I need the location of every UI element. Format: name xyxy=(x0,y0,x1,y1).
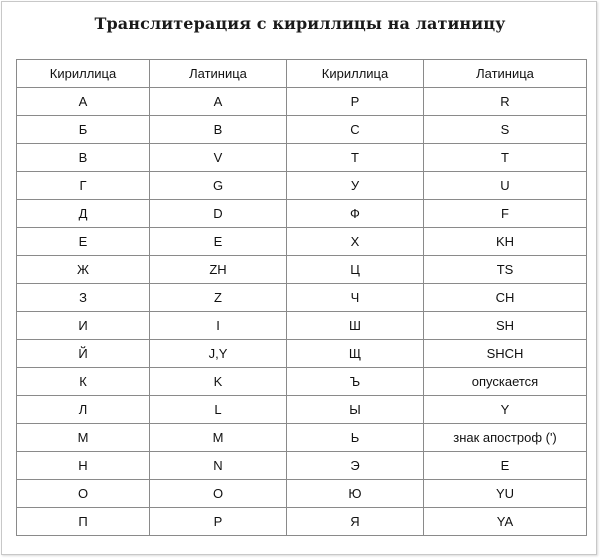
cyrillic-cell: Г xyxy=(17,172,150,200)
latin-cell: T xyxy=(424,144,587,172)
latin-cell: TS xyxy=(424,256,587,284)
latin-cell: N xyxy=(150,452,287,480)
latin-cell: YU xyxy=(424,480,587,508)
header-cyrillic-1: Кириллица xyxy=(17,60,150,88)
latin-cell: V xyxy=(150,144,287,172)
table-row xyxy=(17,284,587,312)
table-row xyxy=(17,172,587,200)
latin-cell: ZH xyxy=(150,256,287,284)
table-row xyxy=(17,200,587,228)
cyrillic-cell: Й xyxy=(17,340,150,368)
latin-cell: SH xyxy=(424,312,587,340)
cyrillic-cell: Э xyxy=(287,452,424,480)
cyrillic-cell: Х xyxy=(287,228,424,256)
latin-cell: F xyxy=(424,200,587,228)
latin-cell: L xyxy=(150,396,287,424)
cyrillic-cell: Ы xyxy=(287,396,424,424)
header-cyrillic-2: Кириллица xyxy=(287,60,424,88)
header-latin-2: Латиница xyxy=(424,60,587,88)
cyrillic-cell: Н xyxy=(17,452,150,480)
cyrillic-cell: У xyxy=(287,172,424,200)
latin-cell: A xyxy=(150,88,287,116)
table-row xyxy=(17,312,587,340)
latin-cell: O xyxy=(150,480,287,508)
cyrillic-cell: Т xyxy=(287,144,424,172)
cyrillic-cell: Д xyxy=(17,200,150,228)
latin-cell: Y xyxy=(424,396,587,424)
table-row xyxy=(17,480,587,508)
transliteration-table xyxy=(16,59,587,536)
cyrillic-cell: Ж xyxy=(17,256,150,284)
table-row xyxy=(17,424,587,452)
cyrillic-cell: П xyxy=(17,508,150,536)
table-row xyxy=(17,452,587,480)
latin-cell: J,Y xyxy=(150,340,287,368)
latin-cell: S xyxy=(424,116,587,144)
cyrillic-cell: И xyxy=(17,312,150,340)
page-title: Транслитерация с кириллицы на латиницу xyxy=(94,14,506,33)
table-row xyxy=(17,340,587,368)
latin-cell: SHCH xyxy=(424,340,587,368)
latin-cell: D xyxy=(150,200,287,228)
cyrillic-cell: К xyxy=(17,368,150,396)
latin-cell: M xyxy=(150,424,287,452)
cyrillic-cell: Ь xyxy=(287,424,424,452)
table-row xyxy=(17,256,587,284)
cyrillic-cell: М xyxy=(17,424,150,452)
cyrillic-cell: Ф xyxy=(287,200,424,228)
latin-cell: R xyxy=(424,88,587,116)
document-frame xyxy=(1,1,597,555)
latin-cell: KH xyxy=(424,228,587,256)
table-row xyxy=(17,144,587,172)
cyrillic-cell: Б xyxy=(17,116,150,144)
latin-cell: K xyxy=(150,368,287,396)
cyrillic-cell: Ъ xyxy=(287,368,424,396)
table-row xyxy=(17,116,587,144)
latin-cell: E xyxy=(150,228,287,256)
cyrillic-cell: Л xyxy=(17,396,150,424)
cyrillic-cell: Ш xyxy=(287,312,424,340)
latin-cell: P xyxy=(150,508,287,536)
cyrillic-cell: Я xyxy=(287,508,424,536)
latin-cell: опускается xyxy=(424,368,587,396)
cyrillic-cell: Е xyxy=(17,228,150,256)
cyrillic-cell: Р xyxy=(287,88,424,116)
cyrillic-cell: В xyxy=(17,144,150,172)
table-row xyxy=(17,368,587,396)
table-row xyxy=(17,228,587,256)
cyrillic-cell: Ч xyxy=(287,284,424,312)
latin-cell: B xyxy=(150,116,287,144)
cyrillic-cell: Щ xyxy=(287,340,424,368)
cyrillic-cell: Ц xyxy=(287,256,424,284)
latin-cell: G xyxy=(150,172,287,200)
latin-cell: знак апостроф (') xyxy=(424,424,587,452)
latin-cell: CH xyxy=(424,284,587,312)
table-body xyxy=(17,88,587,536)
cyrillic-cell: Ю xyxy=(287,480,424,508)
latin-cell: E xyxy=(424,452,587,480)
latin-cell: YA xyxy=(424,508,587,536)
table-header-row xyxy=(17,60,587,88)
cyrillic-cell: А xyxy=(17,88,150,116)
cyrillic-cell: З xyxy=(17,284,150,312)
latin-cell: I xyxy=(150,312,287,340)
cyrillic-cell: С xyxy=(287,116,424,144)
latin-cell: U xyxy=(424,172,587,200)
table-row xyxy=(17,508,587,536)
header-latin-1: Латиница xyxy=(150,60,287,88)
latin-cell: Z xyxy=(150,284,287,312)
cyrillic-cell: О xyxy=(17,480,150,508)
table-row xyxy=(17,88,587,116)
table-row xyxy=(17,396,587,424)
